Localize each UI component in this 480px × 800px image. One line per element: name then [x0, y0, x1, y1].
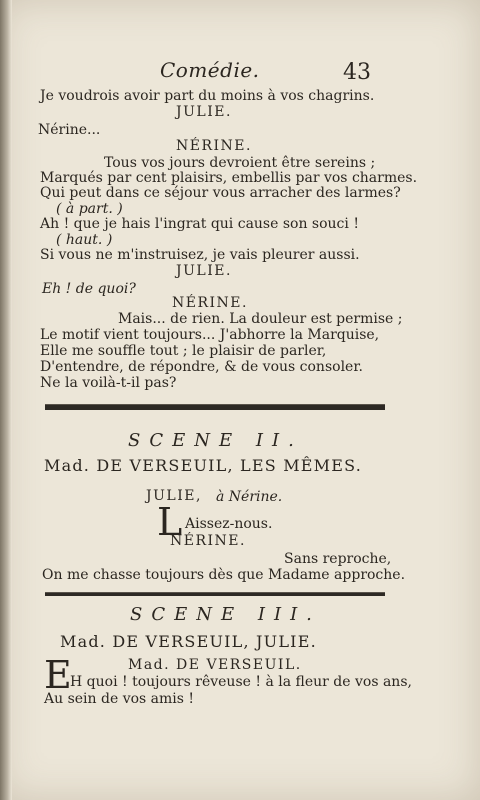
- verse-line: Aissez-nous.: [185, 516, 273, 532]
- verse-line: Je voudrois avoir part du moins à vos chagrins.: [40, 88, 375, 104]
- drop-cap: L: [157, 500, 183, 544]
- scene-divider-rule: [45, 404, 385, 410]
- scene-characters: Mad. DE VERSEUIL, LES MÊMES.: [44, 456, 363, 475]
- verse-line: D'entendre, de répondre, & de vous consoler.: [40, 359, 363, 375]
- page-number: 43: [343, 60, 371, 85]
- speaker-name: Mad. DE VERSEUIL.: [128, 657, 302, 673]
- verse-line: Ah ! que je hais l'ingrat qui cause son souci !: [40, 216, 359, 232]
- speaker-name: NÉRINE.: [176, 138, 252, 154]
- verse-line: Ne la voilà-t-il pas?: [40, 375, 177, 391]
- verse-line: On me chasse toujours dès que Madame approche.: [42, 567, 406, 583]
- verse-line: Marqués par cent plaisirs, embellis par vos charmes.: [40, 170, 418, 186]
- scene-characters: Mad. DE VERSEUIL, JULIE.: [60, 632, 317, 651]
- stage-direction: ( haut. ): [56, 232, 113, 248]
- speaker-name: JULIE,: [146, 488, 202, 504]
- speaker-name: JULIE.: [176, 263, 232, 279]
- scene-divider-rule: [45, 592, 385, 596]
- verse-line: Le motif vient toujours... J'abhorre la Marquise,: [40, 327, 380, 343]
- book-spine-shadow: [0, 0, 12, 800]
- verse-line: Sans reproche,: [284, 551, 392, 567]
- scene-title: SCENE II.: [128, 430, 303, 451]
- stage-direction: à Nérine.: [216, 489, 283, 505]
- verse-line: Elle me souffle tout ; le plaisir de parler,: [40, 343, 327, 359]
- speaker-name: NÉRINE.: [172, 295, 248, 311]
- speaker-name: JULIE.: [176, 104, 232, 120]
- verse-line: Si vous ne m'instruisez, je vais pleurer aussi.: [40, 247, 360, 263]
- verse-line: Nérine...: [38, 122, 101, 138]
- verse-line: H quoi ! toujours rêveuse ! à la fleur de vos ans,: [70, 674, 412, 690]
- verse-line: Tous vos jours devroient être sereins ;: [104, 155, 376, 171]
- scene-title: SCENE III.: [130, 604, 321, 625]
- verse-line: Au sein de vos amis !: [44, 691, 195, 707]
- verse-line: Eh ! de quoi?: [42, 281, 136, 297]
- speaker-name: NÉRINE.: [170, 533, 246, 549]
- stage-direction: ( à part. ): [56, 201, 123, 217]
- verse-line: Mais... de rien. La douleur est permise ;: [118, 311, 403, 327]
- drop-cap: E: [44, 653, 72, 697]
- running-head: Comédie.: [160, 58, 260, 82]
- verse-line: Qui peut dans ce séjour vous arracher des larmes?: [40, 185, 401, 201]
